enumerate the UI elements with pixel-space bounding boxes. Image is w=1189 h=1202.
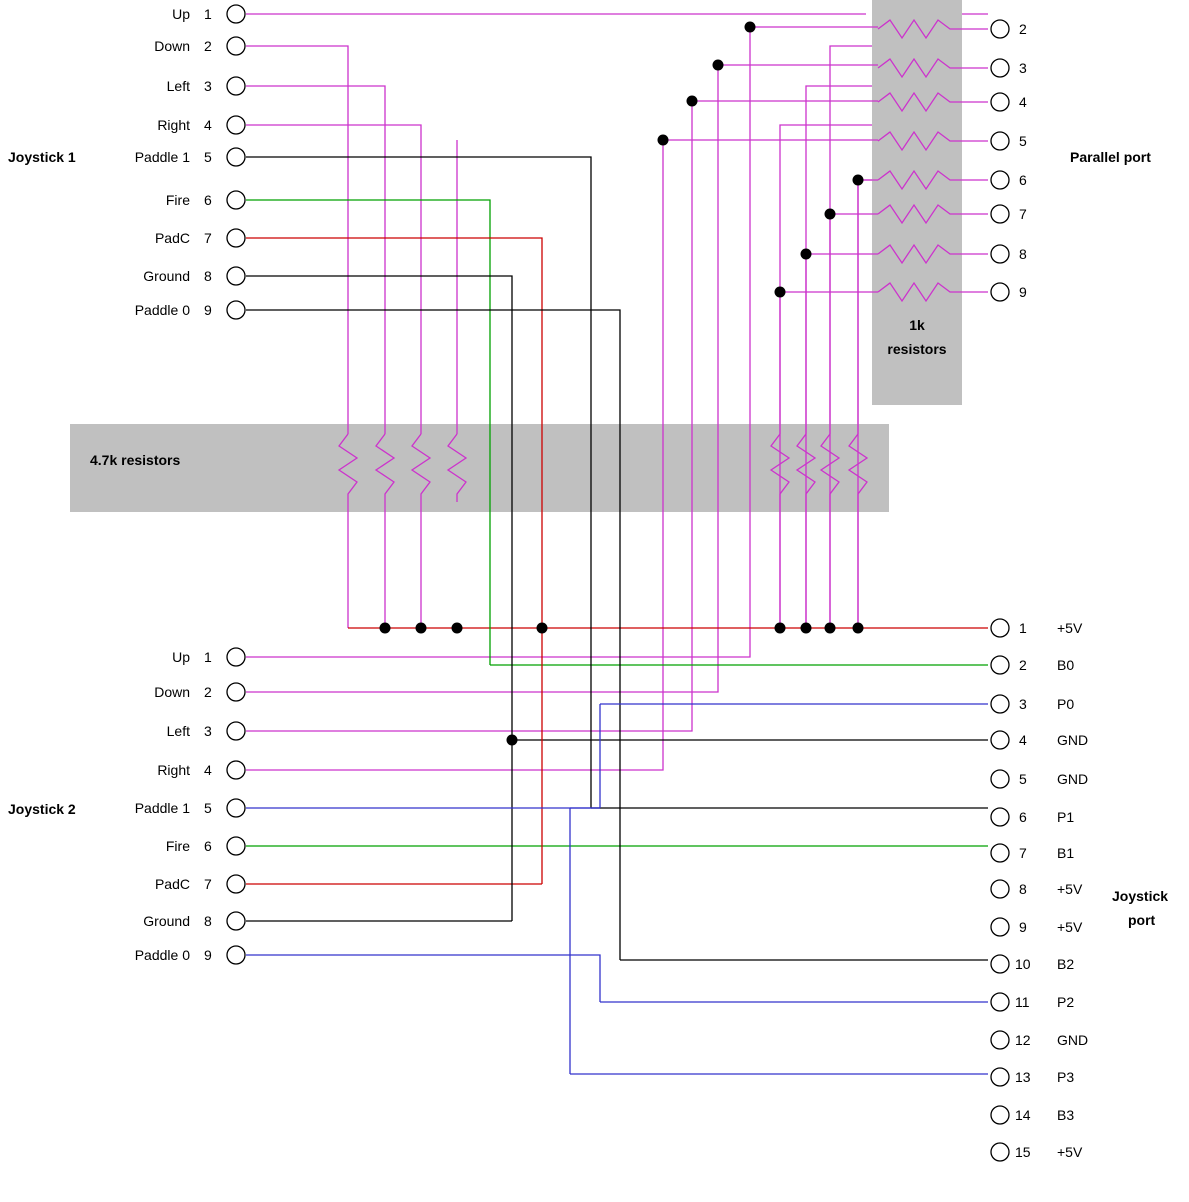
j1-pin-6-num: 6: [204, 192, 212, 208]
j1-pin-9-label: Paddle 0: [134, 302, 190, 318]
j2-pin-2-label: Down: [154, 684, 190, 700]
j2-pin-7-label: PadC: [154, 876, 190, 892]
lpt-pin-3-num: 3: [1019, 60, 1027, 76]
j1-pin-2-num: 2: [204, 38, 212, 54]
j2-pin-7-num: 7: [204, 876, 212, 892]
j1-pin-4-num: 4: [204, 117, 212, 133]
j2-pin-3-num: 3: [204, 723, 212, 739]
gameport-pin-14-num: 14: [1015, 1107, 1031, 1123]
label-joystick-2: Joystick 2: [8, 801, 76, 817]
gameport-pin-2-label: B0: [1057, 657, 1075, 673]
lpt-pin-8-num: 8: [1019, 246, 1027, 262]
j1-pin-3-label: Left: [166, 78, 190, 94]
gameport-pin-14-label: B3: [1057, 1107, 1075, 1123]
gameport-pin-4-num: 4: [1019, 732, 1027, 748]
gameport-pin-7-label: B1: [1057, 845, 1075, 861]
j2-pin-4-num: 4: [204, 762, 212, 778]
gameport-pin-3-num: 3: [1019, 696, 1027, 712]
j1-pin-7-label: PadC: [154, 230, 190, 246]
lpt-pin-2-num: 2: [1019, 21, 1027, 37]
j1-pin-3-num: 3: [204, 78, 212, 94]
gameport-pin-4-label: GND: [1057, 732, 1089, 748]
gameport-pin-13-label: P3: [1057, 1069, 1075, 1085]
gameport-pin-2-num: 2: [1019, 657, 1027, 673]
j2-pin-5-label: Paddle 1: [134, 800, 190, 816]
j2-pin-2-num: 2: [204, 684, 212, 700]
j1-pin-5-num: 5: [204, 149, 212, 165]
gameport-pin-11-label: P2: [1057, 994, 1075, 1010]
j2-pin-3-label: Left: [166, 723, 190, 739]
j1-pin-9-num: 9: [204, 302, 212, 318]
j1-pin-2-label: Down: [154, 38, 190, 54]
lpt-pin-9-num: 9: [1019, 284, 1027, 300]
lpt-pin-5-num: 5: [1019, 133, 1027, 149]
label-1k-resistors-line2: resistors: [887, 341, 947, 357]
gameport-pin-6-label: P1: [1057, 809, 1075, 825]
gameport-pin-13-num: 13: [1015, 1069, 1031, 1085]
label-4k7-resistors: 4.7k resistors: [90, 452, 181, 468]
j2-pin-6-label: Fire: [165, 838, 190, 854]
j2-pin-5-num: 5: [204, 800, 212, 816]
gameport-pin-15-num: 15: [1015, 1144, 1031, 1160]
j2-pin-8-label: Ground: [143, 913, 190, 929]
j1-pin-1-num: 1: [204, 6, 212, 22]
gameport-pin-8-num: 8: [1019, 881, 1027, 897]
j2-pin-1-label: Up: [172, 649, 190, 665]
label-1k-resistors-line1: 1k: [909, 317, 925, 333]
gameport-pin-5-num: 5: [1019, 771, 1027, 787]
j1-pin-7-num: 7: [204, 230, 212, 246]
gameport-pin-8-label: +5V: [1057, 881, 1083, 897]
j1-pin-8-num: 8: [204, 268, 212, 284]
j2-pin-9-label: Paddle 0: [134, 947, 190, 963]
label-joystick-1: Joystick 1: [8, 149, 76, 165]
gameport-pin-1-label: +5V: [1057, 620, 1083, 636]
j2-pin-9-num: 9: [204, 947, 212, 963]
label-joystick-port-line2: port: [1128, 912, 1156, 928]
gameport-pin-15-label: +5V: [1057, 1144, 1083, 1160]
gameport-pin-11-num: 11: [1015, 994, 1030, 1010]
gameport-pin-9-label: +5V: [1057, 919, 1083, 935]
label-joystick-port-line1: Joystick: [1112, 888, 1169, 904]
gameport-pin-9-num: 9: [1019, 919, 1027, 935]
gameport-pin-10-num: 10: [1015, 956, 1031, 972]
gameport-pin-7-num: 7: [1019, 845, 1027, 861]
j1-pin-6-label: Fire: [165, 192, 190, 208]
gameport-pin-1-num: 1: [1019, 620, 1027, 636]
j2-pin-8-num: 8: [204, 913, 212, 929]
gameport-pin-12-label: GND: [1057, 1032, 1089, 1048]
gameport-pin-6-num: 6: [1019, 809, 1027, 825]
j1-pin-8-label: Ground: [143, 268, 190, 284]
label-parallel-port: Parallel port: [1070, 149, 1151, 165]
gameport-pin-3-label: P0: [1057, 696, 1075, 712]
j2-pin-1-num: 1: [204, 649, 212, 665]
gameport-pin-10-label: B2: [1057, 956, 1075, 972]
j1-pin-5-label: Paddle 1: [134, 149, 190, 165]
lpt-pin-4-num: 4: [1019, 94, 1027, 110]
lpt-pin-6-num: 6: [1019, 172, 1027, 188]
lpt-pin-7-num: 7: [1019, 206, 1027, 222]
j1-pin-4-label: Right: [157, 117, 190, 133]
j2-pin-4-label: Right: [157, 762, 190, 778]
gameport-pin-12-num: 12: [1015, 1032, 1031, 1048]
gameport-pin-5-label: GND: [1057, 771, 1089, 787]
j1-pin-1-label: Up: [172, 6, 190, 22]
j2-pin-6-num: 6: [204, 838, 212, 854]
